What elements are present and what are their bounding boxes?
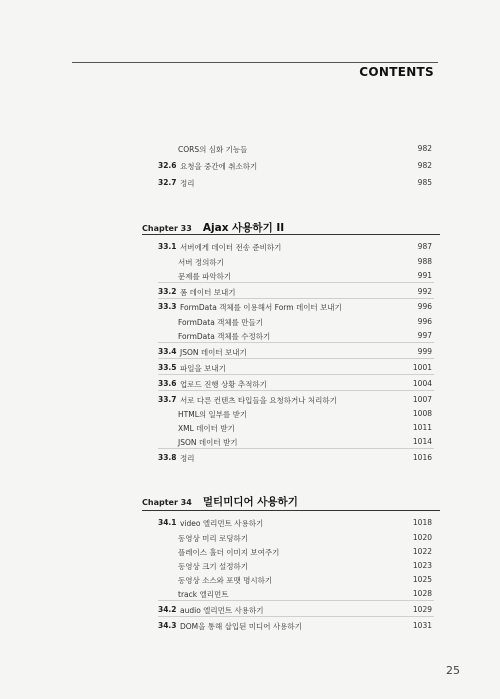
toc-entry-page: 987 [417,242,432,251]
toc-entry-label: 문제를 파악하기 [178,272,232,281]
toc-entry[interactable] [0,140,500,156]
toc-entry-number: 32.7 [158,178,177,187]
toc-entry-label: 서버에게 데이터 전송 준비하기 [180,243,282,252]
toc-entry-label: track 엘리먼트 [178,590,229,599]
toc-entry-page: 1028 [412,589,432,598]
toc-entry[interactable] [0,601,500,617]
chapter-title: Ajax 사용하기 II [202,222,285,234]
toc-entry-label: video 엘리먼트 사용하기 [180,519,264,528]
chapter-number: Chapter 34 [142,498,192,507]
toc-entry-label: XML 데이터 받기 [178,424,235,433]
toc-entry-label: DOM을 통해 삽입된 미디어 사용하기 [180,622,302,631]
toc-entry-page: 1029 [412,605,432,614]
toc-entry-page: 1004 [412,379,432,388]
toc-entry-page: 1022 [412,547,432,556]
toc-entry-number: 33.5 [158,363,177,372]
toc-entry-page: 1001 [412,363,432,372]
toc-entry-page: 997 [417,331,432,340]
toc-entry-number: 33.3 [158,302,177,311]
toc-entry-number: 32.6 [158,161,177,170]
toc-entry[interactable] [0,327,500,343]
chapter-title: 멀티미디어 사용하기 [202,496,298,508]
toc-entry-page: 1016 [412,453,432,462]
toc-entry-page: 1011 [412,423,432,432]
toc-entry-page: 991 [417,271,432,280]
toc-entry-number: 33.6 [158,379,177,388]
chapter-34-rule [142,510,440,511]
toc-entry-page: 1018 [412,518,432,527]
toc-entry[interactable] [0,267,500,283]
toc-entry-label: 정리 [180,454,195,463]
toc-entry-label: 정리 [180,179,195,188]
toc-entry[interactable] [0,174,500,190]
toc-entry-page: 992 [417,287,432,296]
toc-entry[interactable] [0,375,500,391]
toc-entry-label: audio 엘리먼트 사용하기 [180,606,264,615]
toc-entry-number: 34.1 [158,518,177,527]
toc-entry-label: 서로 다른 컨텐츠 타입들을 요청하거나 처리하기 [180,396,337,405]
toc-entry-number: 33.8 [158,453,177,462]
toc-entry-label: 요청을 중간에 취소하기 [180,162,258,171]
toc-entry-label: 업로드 진행 상황 추적하기 [180,380,267,389]
toc-entry-number: 33.2 [158,287,177,296]
toc-entry[interactable] [0,617,500,633]
toc-entry-page: 999 [417,347,432,356]
toc-entry-label: CORS의 심화 기능들 [178,145,248,154]
toc-entry-label: 동영상 소스와 포맷 명시하기 [178,576,273,585]
chapter-33-heading[interactable] [142,216,284,234]
toc-entry-page: 1020 [412,533,432,542]
toc-entry-label: 폼 데이터 보내기 [180,288,236,297]
toc-entry-page: 982 [417,144,432,153]
toc-entry-label: HTML의 일부를 받기 [178,410,248,419]
toc-entry-page: 1025 [412,575,432,584]
toc-entry-number: 33.4 [158,347,177,356]
toc-entry[interactable] [0,298,500,314]
toc-entry[interactable] [0,238,500,254]
toc-entry[interactable] [0,585,500,601]
toc-entry-number: 33.7 [158,395,177,404]
chapter-33-rule [142,234,440,235]
toc-entry-page: 996 [417,317,432,326]
toc-entry-page: 1007 [412,395,432,404]
toc-entry-label: 파일을 보내기 [180,364,226,373]
toc-entry-label: FormData 객체를 수정하기 [178,332,271,341]
toc-entry[interactable] [0,283,500,299]
toc-entry-page: 1023 [412,561,432,570]
toc-entry-page: 985 [417,178,432,187]
toc-entry[interactable] [0,157,500,173]
contents-heading: CONTENTS [359,65,434,79]
toc-entry-label: 동영상 크기 설정하기 [178,562,248,571]
toc-entry[interactable] [0,449,500,465]
chapter-34-heading[interactable] [142,490,298,508]
toc-entry[interactable] [0,343,500,359]
toc-entry[interactable] [0,433,500,449]
toc-entry-label: 동영상 미리 로딩하기 [178,534,248,543]
toc-entry-number: 33.1 [158,242,177,251]
toc-entry-page: 996 [417,302,432,311]
toc-entry-page: 988 [417,257,432,266]
toc-entry-number: 34.2 [158,605,177,614]
toc-entry-page: 1031 [412,621,432,630]
page-number: 25 [446,664,460,677]
header-rule [72,62,438,63]
toc-entry-label: JSON 데이터 받기 [178,438,238,447]
toc-entry-label: JSON 데이터 보내기 [180,348,247,357]
toc-entry[interactable] [0,359,500,375]
toc-entry-label: 서버 정의하기 [178,258,224,267]
toc-entry-label: FormData 객체를 만들기 [178,318,264,327]
toc-entry-label: FormData 객체를 이용해서 Form 데이터 보내기 [180,303,342,312]
chapter-number: Chapter 33 [142,224,192,233]
toc-entry-label: 플레이스 홀더 이미지 보여주기 [178,548,280,557]
toc-entry-page: 1014 [412,437,432,446]
toc-entry-number: 34.3 [158,621,177,630]
toc-entry[interactable] [0,514,500,530]
toc-entry-page: 1008 [412,409,432,418]
toc-entry-page: 982 [417,161,432,170]
